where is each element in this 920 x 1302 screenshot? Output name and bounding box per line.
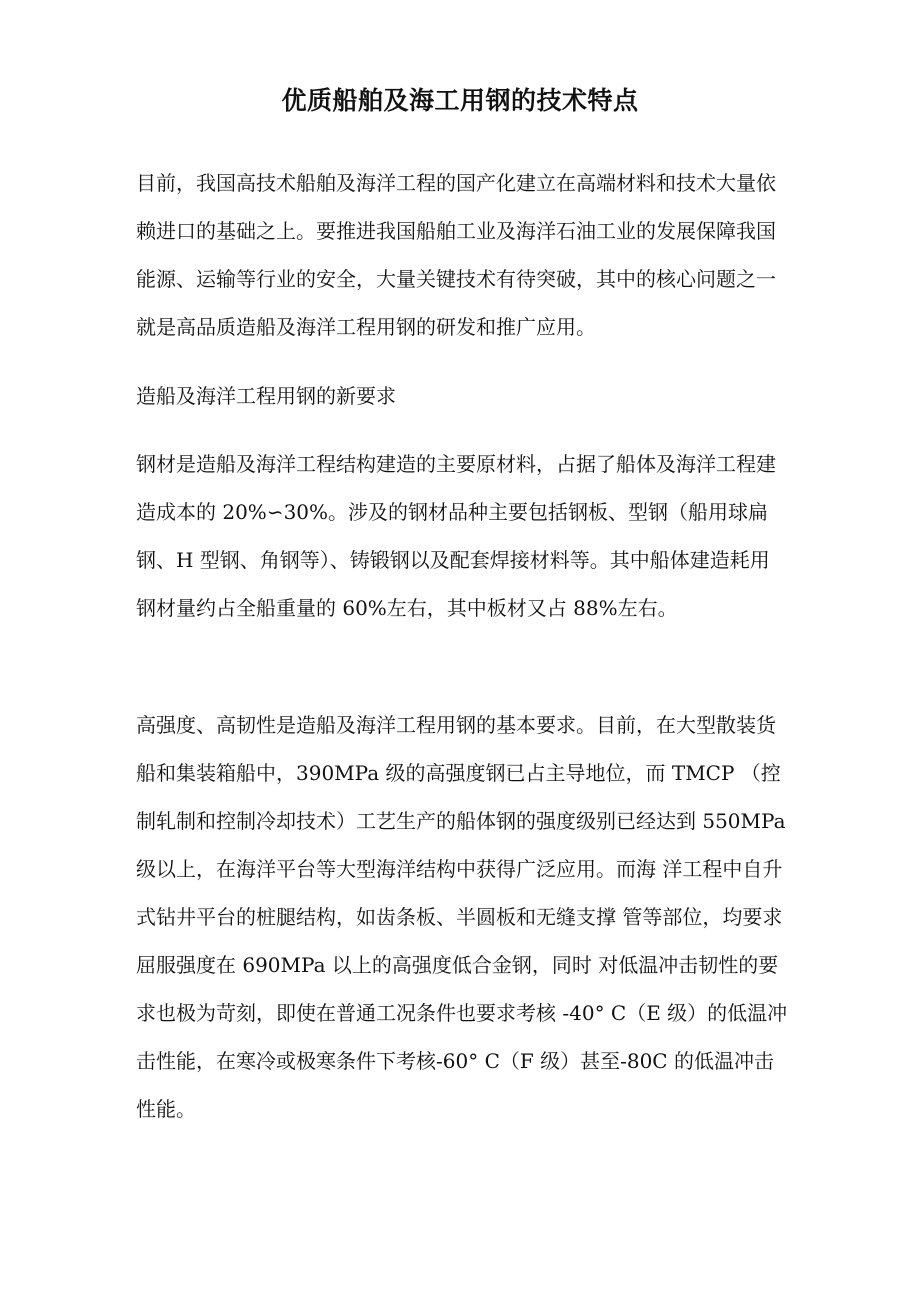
section-heading: 造船及海洋工程用钢的新要求 bbox=[136, 384, 396, 408]
strength-toughness-paragraph: 高强度、高韧性是造船及海洋工程用钢的基本要求。目前，在大型散装货船和集装箱船中，390MPa 级的高强度钢已占主导地位，而 TMCP （控制轧制和控制冷却技术）工艺生产的船体钢的强度级别已经达到 550MPa 级以上，在海洋平台等大型海洋结构中获得广泛应用。而海 洋工程中自升式钻井平台的桩腿结构，如齿条板、半圆板和无缝支撑 管等部位，均要求屈服强度在 690MPa 以上的高强度低合金钢，同时 对低温冲击韧性的要求也极为苛刻，即使在普通工况条件也要求考核 -40° C（E 级）的低温冲击性能，在寒冷或极寒条件下考核-60° C（F 级）甚至-80C 的低温冲击性能。 bbox=[136, 713, 792, 1121]
steel-materials-paragraph: 钢材是造船及海洋工程结构建造的主要原材料，占据了船体及海洋工程建造成本的 20%∽30%。涉及的钢材品种主要包括钢板、型钢（船用球扁钢、H 型钢、角钢等）、铸锻钢以及配套焊接材料等。其中船体建造耗用钢材量约占全船重量的 60%左右，其中板材又占 88%左右。 bbox=[136, 452, 776, 620]
intro-paragraph: 目前，我国高技术船舶及海洋工程的国产化建立在高端材料和技术大量依赖进口的基础之上。要推进我国船舶工业及海洋石油工业的发展保障我国能源、运输等行业的安全，大量关键技术有待突破，其中的核心问题之一就是高品质造船及海洋工程用钢的研发和推广应用。 bbox=[136, 171, 776, 339]
document-title: 优质船舶及海工用钢的技术特点 bbox=[281, 86, 639, 115]
